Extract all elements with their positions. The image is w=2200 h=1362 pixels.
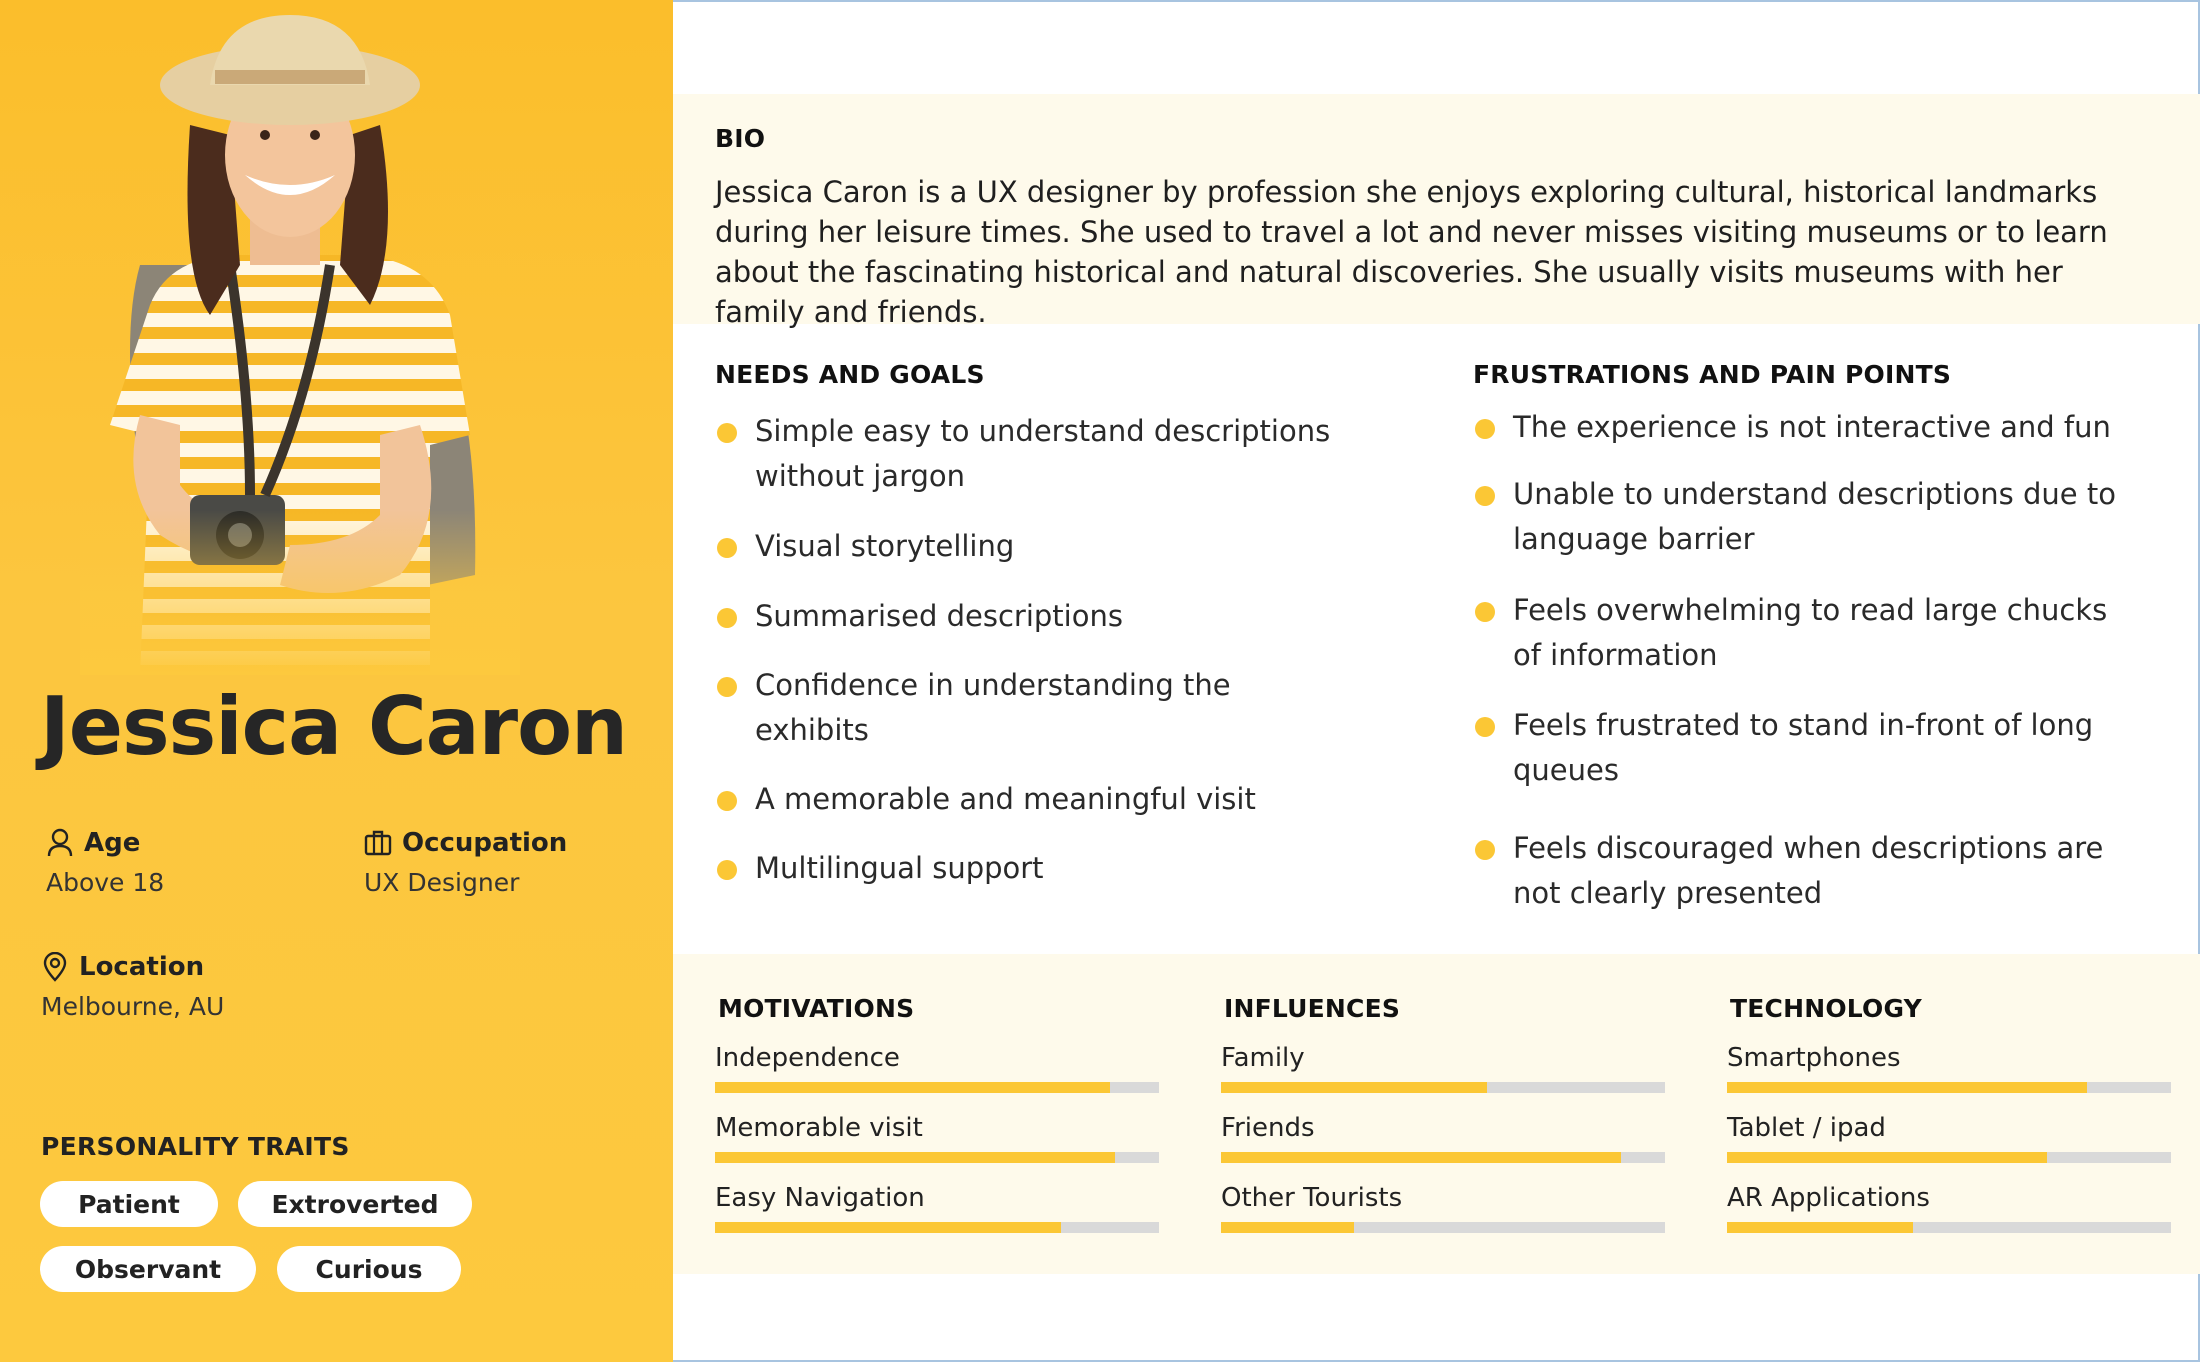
frustrations-title: FRUSTRATIONS AND PAIN POINTS [1473, 360, 1952, 389]
location-pin-icon [41, 952, 69, 982]
meter-label: Tablet / ipad [1727, 1113, 1886, 1143]
list-item: Feels discouraged when descriptions are not clearly presented [1473, 826, 2133, 916]
meter-label: Friends [1221, 1113, 1315, 1143]
list-item: A memorable and meaningful visit [715, 777, 1335, 822]
meter-fill [1727, 1222, 1913, 1233]
meter-track [1221, 1222, 1665, 1233]
meter-fill [715, 1082, 1110, 1093]
meter-fill [715, 1152, 1115, 1163]
meter-label: Other Tourists [1221, 1183, 1403, 1213]
meter-label: AR Applications [1727, 1183, 1930, 1213]
meter-track [715, 1082, 1159, 1093]
meter-fill [1727, 1082, 2087, 1093]
meter-track [1727, 1082, 2171, 1093]
needs-title: NEEDS AND GOALS [715, 360, 985, 389]
occupation-info [364, 828, 567, 897]
technology-title: TECHNOLOGY [1730, 994, 1922, 1023]
meter-fill [1221, 1082, 1487, 1093]
persona-panel [0, 0, 673, 1362]
meter-track [1727, 1222, 2171, 1233]
age-label: Age [84, 828, 141, 858]
age-value: Above 18 [46, 868, 165, 897]
meter-label: Family [1221, 1043, 1305, 1073]
personality-traits-title: PERSONALITY TRAITS [41, 1132, 350, 1161]
bio-section [673, 94, 2200, 329]
persona-details [673, 0, 2200, 1362]
occupation-label: Occupation [402, 828, 568, 858]
persona-name: Jessica Caron [40, 680, 627, 773]
trait-pill: Patient [40, 1181, 218, 1227]
meter-fill [1221, 1222, 1354, 1233]
list-item: Simple easy to understand descriptions without jargon [715, 409, 1335, 499]
meter-track [1221, 1082, 1665, 1093]
list-item: Feels overwhelming to read large chucks of information [1473, 588, 2133, 678]
meter-track [1727, 1152, 2171, 1163]
briefcase-icon [364, 828, 392, 858]
list-item: Multilingual support [715, 846, 1335, 891]
age-info [46, 828, 164, 897]
meter-fill [1727, 1152, 2047, 1163]
bio-title: BIO [715, 124, 766, 153]
list-item: Visual storytelling [715, 524, 1335, 569]
meter-label: Easy Navigation [715, 1183, 925, 1213]
needs-section [715, 360, 1415, 891]
list-item: Confidence in understanding the exhibits [715, 663, 1335, 753]
list-item: The experience is not interactive and fun [1473, 405, 2133, 450]
attributes-section [673, 954, 2200, 1274]
list-item: Unable to understand descriptions due to language barrier [1473, 472, 2133, 562]
location-info [41, 952, 224, 1021]
influences-title: INFLUENCES [1224, 994, 1401, 1023]
trait-pill: Curious [277, 1246, 461, 1292]
meter-track [1221, 1152, 1665, 1163]
user-icon [46, 828, 74, 858]
meter-label: Independence [715, 1043, 900, 1073]
motivations-title: MOTIVATIONS [718, 994, 915, 1023]
technology-column [1727, 994, 2171, 1233]
meter-track [715, 1222, 1159, 1233]
list-item: Feels frustrated to stand in-front of long queues [1473, 703, 2133, 793]
location-label: Location [79, 952, 205, 982]
list-item: Summarised descriptions [715, 594, 1335, 639]
meter-track [715, 1152, 1159, 1163]
occupation-value: UX Designer [364, 868, 520, 897]
influences-column [1221, 994, 1665, 1233]
frustrations-section [1473, 360, 2173, 916]
bio-text: Jessica Caron is a UX designer by profession she enjoys exploring cultural, historical landmarks during her leisure times. She used to travel a lot and never misses visiting museums or to learn about the fascinating historical and natural discoveries. She usually visits museums with her family and friends. [715, 175, 2108, 329]
trait-pill: Observant [40, 1246, 256, 1292]
trait-pill: Extroverted [238, 1181, 472, 1227]
meter-fill [1221, 1152, 1621, 1163]
meter-label: Smartphones [1727, 1043, 1901, 1073]
persona-photo [80, 15, 520, 675]
motivations-column [715, 994, 1159, 1233]
meter-label: Memorable visit [715, 1113, 923, 1143]
meter-fill [715, 1222, 1061, 1233]
location-value: Melbourne, AU [41, 992, 225, 1021]
